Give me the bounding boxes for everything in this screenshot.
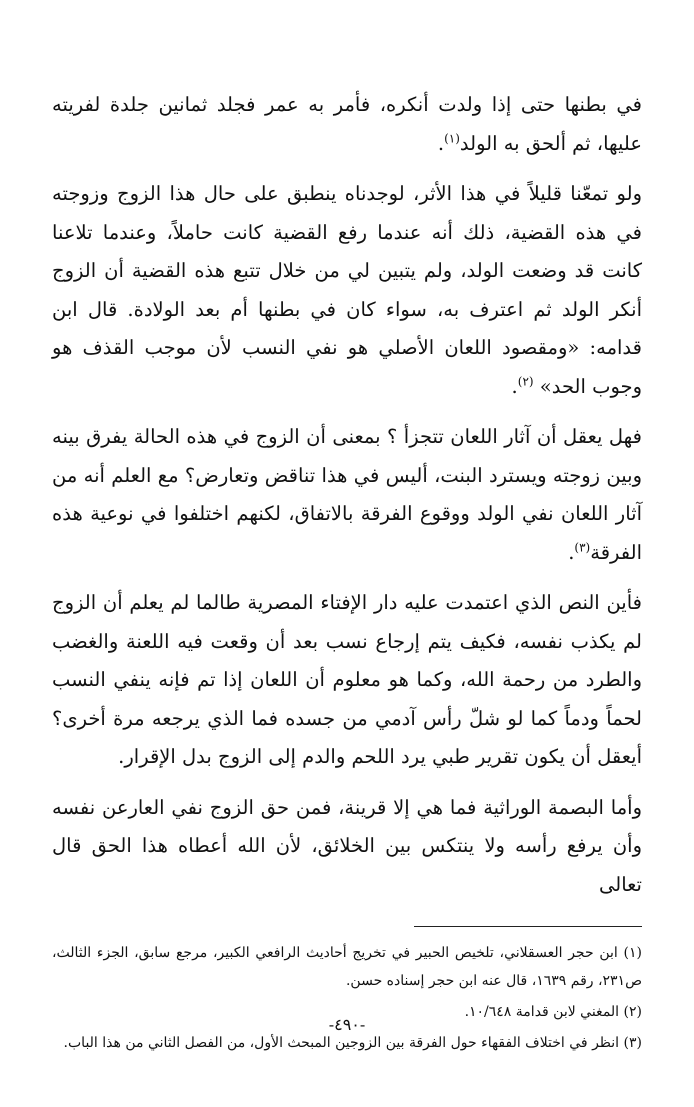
footnote-3-text: انظر في اختلاف الفقهاء حول الفرقة بين الزوجين المبحث الأول، من الفصل الثاني من هذا الباب. [63,1035,620,1051]
paragraph-5-text: وأما البصمة الوراثية فما هي إلا قرينة، فمن حق الزوج نفي العارعن نفسه وأن يرفع رأسه ولا ينتكس بين الخلائق، لأن الله أعطاه هذا الحق قال تعالى [52,795,642,896]
footnotes [52,939,642,1057]
footnote-ref-3: (٣) [574,540,591,554]
footnote-3-marker: (٣) [623,1035,642,1051]
paragraph-4-text: فأين النص الذي اعتمدت عليه دار الإفتاء المصرية طالما لم يعلم أن الزوج لم يكذب نفسه، فكيف يتم إرجاع نسب بعد أن وقعت فيه اللعنة والغضب والطرد من رحمة الله، وكما هو معلوم أن اللعان إذا تم فإنه ينفي النسب لحماً ودماً كما لو شلّ رأس آدمي من جسده فما الذي يرجعه مرة أخرى؟ أيعقل أن يكون تقرير طبي يرد اللحم والدم إلى الزوج بدل الإقرار. [52,591,642,768]
footnote-1 [52,939,642,995]
footnote-ref-2: (٢) [517,374,534,388]
footnote-separator [414,926,642,927]
paragraph-1 [52,86,642,163]
footnote-1-text: ابن حجر العسقلاني، تلخيص الحبير في تخريج أحاديث الرافعي الكبير، مرجع سابق، الجزء الثالث، ص٢٣١، رقم ١٦٣٩، قال عنه ابن حجر إسناده حسن. [52,945,642,989]
footnote-2-text: المغني لابن قدامة ١٠/٦٤٨. [464,1004,620,1020]
footnote-1-marker: (١) [623,945,642,961]
paragraph-2-end: . [511,374,518,398]
paragraph-2 [52,175,642,406]
paragraph-1-text: في بطنها حتى إذا ولدت أنكره، فأمر به عمر فجلد ثمانين جلدة لفريته عليها، ثم ألحق به الولد [52,93,642,155]
paragraph-3-end: . [568,540,575,564]
footnote-ref-1: (١) [444,131,460,145]
paragraph-1-end: . [437,131,445,155]
paragraph-4 [52,584,642,777]
paragraph-2-text: ولو تمعّنا قليلاً في هذا الأثر، لوجدناه ينطبق على حال هذا الزوج وزوجته في هذه القضية، ذلك أنه عندما رفع القضية كانت حاملاً، وعندما تلاعنا كانت قد وضعت الولد، ولم يتبين لي من خلال تتبع هذه القضية أن الزوج أنكر الولد ثم اعترف به، سواء كان في بطنها أم بعد الولادة. قال ابن قدامه: «ومقصود اللعان الأصلي هو نفي النسب لأن موجب القذف هو وجوب الحد» [52,182,642,398]
page-number: -٤٩٠- [328,1015,366,1034]
footnote-2-marker: (٢) [623,1004,642,1020]
paragraph-3 [52,418,642,572]
paragraph-3-text: فهل يعقل أن آثار اللعان تتجزأ ؟ بمعنى أن الزوج في هذه الحالة يفرق بينه وبين زوجته ويسترد البنت، أليس في هذا تناقض وتعارض؟ مع العلم أنه من آثار اللعان نفي الولد ووقوع الفرقة بالاتفاق، لكنهم اختلفوا في نوعية هذه الفرقة [52,425,642,564]
paragraph-5 [52,789,642,905]
main-text [52,86,642,904]
